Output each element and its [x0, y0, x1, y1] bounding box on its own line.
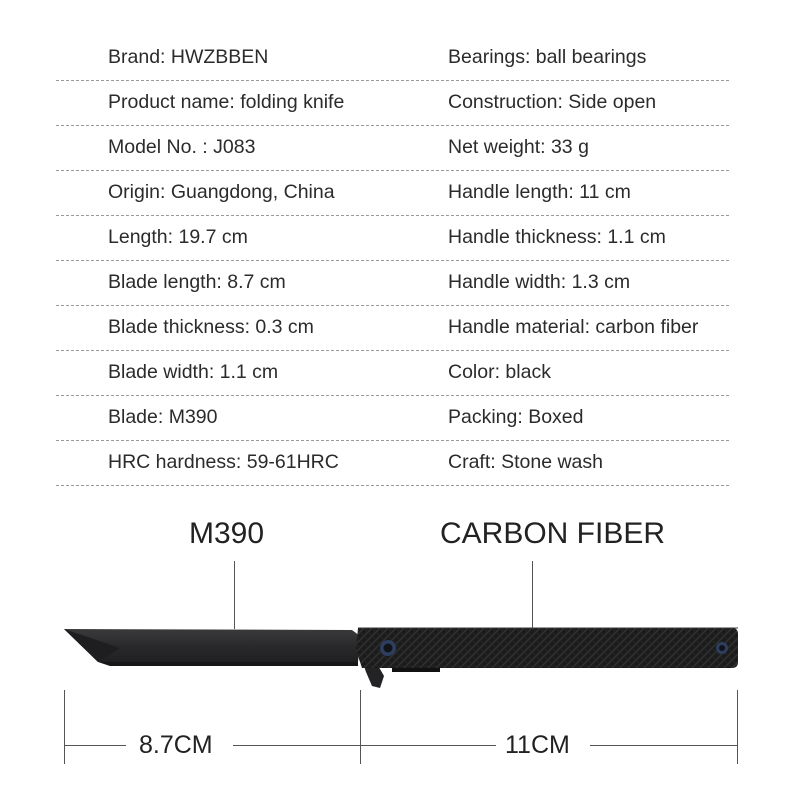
spec-model-no: Model No. : J083: [108, 136, 256, 158]
knife-handle: [356, 628, 738, 672]
spec-blade-steel: Blade: M390: [108, 406, 218, 428]
spec-color: Color: black: [448, 361, 551, 383]
spec-handle-length: Handle length: 11 cm: [448, 181, 631, 203]
dimension-tick-right: [737, 690, 738, 764]
spec-handle-material: Handle material: carbon fiber: [448, 316, 699, 338]
spec-brand: Brand: HWZBBEN: [108, 46, 269, 68]
spec-construction: Construction: Side open: [448, 91, 657, 113]
blade-dimension-line: [64, 745, 126, 746]
dimension-tick-left: [64, 690, 65, 764]
spec-length: Length: 19.7 cm: [108, 226, 248, 248]
pivot-screw-icon: [380, 640, 396, 656]
spec-blade-width: Blade width: 1.1 cm: [108, 361, 279, 383]
handle-dimension-line: [360, 745, 496, 746]
blade-material-callout: M390: [189, 517, 265, 550]
rear-screw-icon: [716, 642, 728, 654]
spec-handle-width: Handle width: 1.3 cm: [448, 271, 631, 293]
blade-dimension-line: [233, 745, 360, 746]
spec-product-name: Product name: folding knife: [108, 91, 345, 113]
handle-length-dimension-label: 11CM: [505, 731, 570, 759]
spec-blade-length: Blade length: 8.7 cm: [108, 271, 286, 293]
spec-blade-thickness: Blade thickness: 0.3 cm: [108, 316, 314, 338]
spec-hrc-hardness: HRC hardness: 59-61HRC: [108, 451, 339, 473]
handle-material-callout: CARBON FIBER: [440, 517, 666, 550]
spec-handle-thickness: Handle thickness: 1.1 cm: [448, 226, 666, 248]
dimension-tick-middle: [360, 690, 361, 764]
handle-dimension-line: [590, 745, 737, 746]
spec-packing: Packing: Boxed: [448, 406, 584, 428]
spec-bearings: Bearings: ball bearings: [448, 46, 647, 68]
knife-blade: [64, 629, 360, 666]
blade-length-dimension-label: 8.7CM: [139, 731, 213, 759]
spec-craft: Craft: Stone wash: [448, 451, 603, 473]
spec-origin: Origin: Guangdong, China: [108, 181, 335, 203]
spec-net-weight: Net weight: 33 g: [448, 136, 589, 158]
